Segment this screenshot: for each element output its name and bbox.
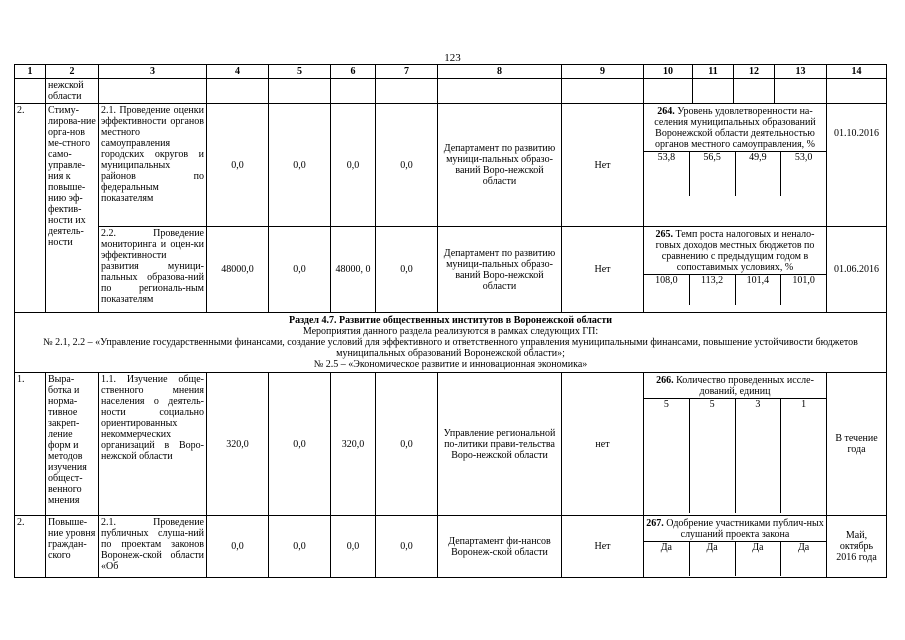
- indicator-number: 266.: [656, 375, 674, 386]
- header-cell: 14: [827, 65, 887, 79]
- executor-cell: Департамент фи-нансов Воронеж-ской области: [438, 516, 562, 578]
- indicator-value: Да: [736, 542, 782, 576]
- value-cell: 320,0: [331, 373, 376, 516]
- table-row: [15, 104, 887, 227]
- header-cell: 4: [207, 65, 269, 79]
- indicator-number: 265.: [655, 229, 674, 240]
- value-cell: Нет: [562, 227, 644, 313]
- indicator-value: Да: [797, 542, 810, 553]
- executor-cell: Департамент по развитию муници-пальных образо-ваний Воро-нежской области: [438, 104, 562, 227]
- header-cell: 5: [269, 65, 331, 79]
- section-title: Раздел 4.7. Развитие общественных институтов в Воронежской области: [288, 315, 613, 326]
- date-cell: 01.10.2016: [827, 104, 887, 227]
- measure-cell: 2.2. Проведение мониторинга и оцен-ки эффективности развития муници-пальных образова-ний по региональ-ным показателям: [99, 227, 207, 313]
- goal-cell: нежской области: [46, 79, 99, 104]
- indicator-number: 267.: [646, 518, 664, 529]
- row-number: 1.: [15, 373, 46, 516]
- table-row: [15, 227, 887, 313]
- header-cell: 1: [15, 65, 46, 79]
- header-cell: 12: [734, 65, 775, 79]
- indicator-cell: [644, 227, 827, 313]
- section-row: [15, 313, 887, 373]
- value-cell: 0,0: [207, 516, 269, 578]
- header-cell: 10: [644, 65, 693, 79]
- date-cell: 01.06.2016: [827, 227, 887, 313]
- page-number: 123: [444, 52, 461, 64]
- indicator-text: Количество проведенных иссле-дований, единиц: [676, 375, 814, 397]
- goal-cell: Повыше-ние уровня граждан-ского: [46, 516, 99, 578]
- header-cell: 2: [46, 65, 99, 79]
- header-cell: 6: [331, 65, 376, 79]
- value-cell: 0,0: [376, 516, 438, 578]
- measure-cell: 2.1. Проведение публичных слуша-ний по проектам законов Воронеж-ской области «Об: [99, 516, 207, 578]
- value-cell: 0,0: [269, 373, 331, 516]
- indicator-value: 49,9: [736, 152, 782, 196]
- indicator-number: 264.: [657, 106, 675, 117]
- indicator-cell: [644, 104, 827, 227]
- value-cell: 0,0: [376, 227, 438, 313]
- row-number: 2.: [15, 516, 46, 578]
- measure-cell: 2.1. Проведение оценки эффективности органов местного самоуправления городских округов и муниципальных районов по федеральным показателям: [99, 104, 207, 227]
- header-cell: 7: [376, 65, 438, 79]
- section-line: № 2.5 – «Экономическое развитие и инновационная экономика»: [313, 359, 588, 370]
- value-cell: 48000,0: [207, 227, 269, 313]
- header-cell: 9: [562, 65, 644, 79]
- measure-cell: 1.1. Изучение обще-ственного мнения населения о деятель-ности социально ориентированных некоммерческих организаций в Воро-нежской области: [99, 373, 207, 516]
- header-cell: 3: [99, 65, 207, 79]
- goal-cell: Выра-ботка и норма-тивное закреп-ление форм и методов изучения общест-венного мнения: [46, 373, 99, 516]
- section-cell: [15, 313, 887, 373]
- indicator-value: 1: [801, 399, 807, 410]
- header-cell: 11: [693, 65, 734, 79]
- indicator-value: Да: [644, 542, 690, 576]
- value-cell: 0,0: [376, 104, 438, 227]
- table-row: [15, 79, 887, 104]
- value-cell: 320,0: [207, 373, 269, 516]
- value-cell: 48000, 0: [331, 227, 376, 313]
- value-cell: 0,0: [207, 104, 269, 227]
- value-cell: нет: [562, 373, 644, 516]
- table-row: [15, 373, 887, 516]
- executor-cell: Департамент по развитию муници-пальных образо-ваний Воро-нежской области: [438, 227, 562, 313]
- header-cell: 13: [775, 65, 827, 79]
- indicator-value: 56,5: [690, 152, 736, 196]
- plan-table: [14, 64, 887, 578]
- value-cell: 0,0: [331, 516, 376, 578]
- indicator-text: Темп роста налоговых и ненало-говых доходов местных бюджетов по сравнению с предыдущим годом в сопоставимых условиях, %: [655, 229, 815, 273]
- value-cell: 0,0: [269, 227, 331, 313]
- date-cell: Май, октябрь 2016 года: [827, 516, 887, 578]
- indicator-value: 53,0: [794, 152, 813, 163]
- row-number: 2.: [15, 104, 46, 313]
- value-cell: 0,0: [376, 373, 438, 516]
- goal-cell: Стиму-лирова-ние орга-нов ме-стного само-управле-ния к повыше-нию эф-фектив-ности их деятель-ности: [46, 104, 99, 313]
- indicator-value: 108,0: [644, 275, 690, 305]
- header-cell: 8: [438, 65, 562, 79]
- indicator-value: 5: [644, 399, 690, 513]
- indicator-value: 101,0: [792, 275, 815, 286]
- indicator-value: 53,8: [644, 152, 690, 196]
- value-cell: 0,0: [269, 516, 331, 578]
- value-cell: 0,0: [269, 104, 331, 227]
- value-cell: Нет: [562, 516, 644, 578]
- indicator-cell: [644, 373, 827, 516]
- indicator-value: 5: [690, 399, 736, 513]
- table-row: [15, 516, 887, 578]
- indicator-text: Уровень удовлетворенности на-селения муниципальных образований Воронежской области деятельностью органов местного самоуправления, %: [654, 106, 816, 150]
- indicator-value: 113,2: [690, 275, 736, 305]
- header-row: [15, 65, 887, 79]
- value-cell: 0,0: [331, 104, 376, 227]
- indicator-cell: [644, 516, 827, 578]
- indicator-text: Одобрение участниками публич-ных слушаний проекта закона: [666, 518, 824, 540]
- value-cell: Нет: [562, 104, 644, 227]
- section-line: Мероприятия данного раздела реализуются в рамках следующих ГП:: [302, 326, 599, 337]
- indicator-value: 101,4: [736, 275, 782, 305]
- indicator-value: 3: [736, 399, 782, 513]
- section-line: № 2.1, 2.2 – «Управление государственными финансами, создание условий для эффективного и ответственного управления муниципальными финансами, повышение устойчивости бюджетов муниципальных образований Воронежской области»;: [43, 337, 858, 359]
- indicator-value: Да: [690, 542, 736, 576]
- date-cell: В течение года: [827, 373, 887, 516]
- executor-cell: Управление региональной по-литики прави-тельства Воро-нежской области: [438, 373, 562, 516]
